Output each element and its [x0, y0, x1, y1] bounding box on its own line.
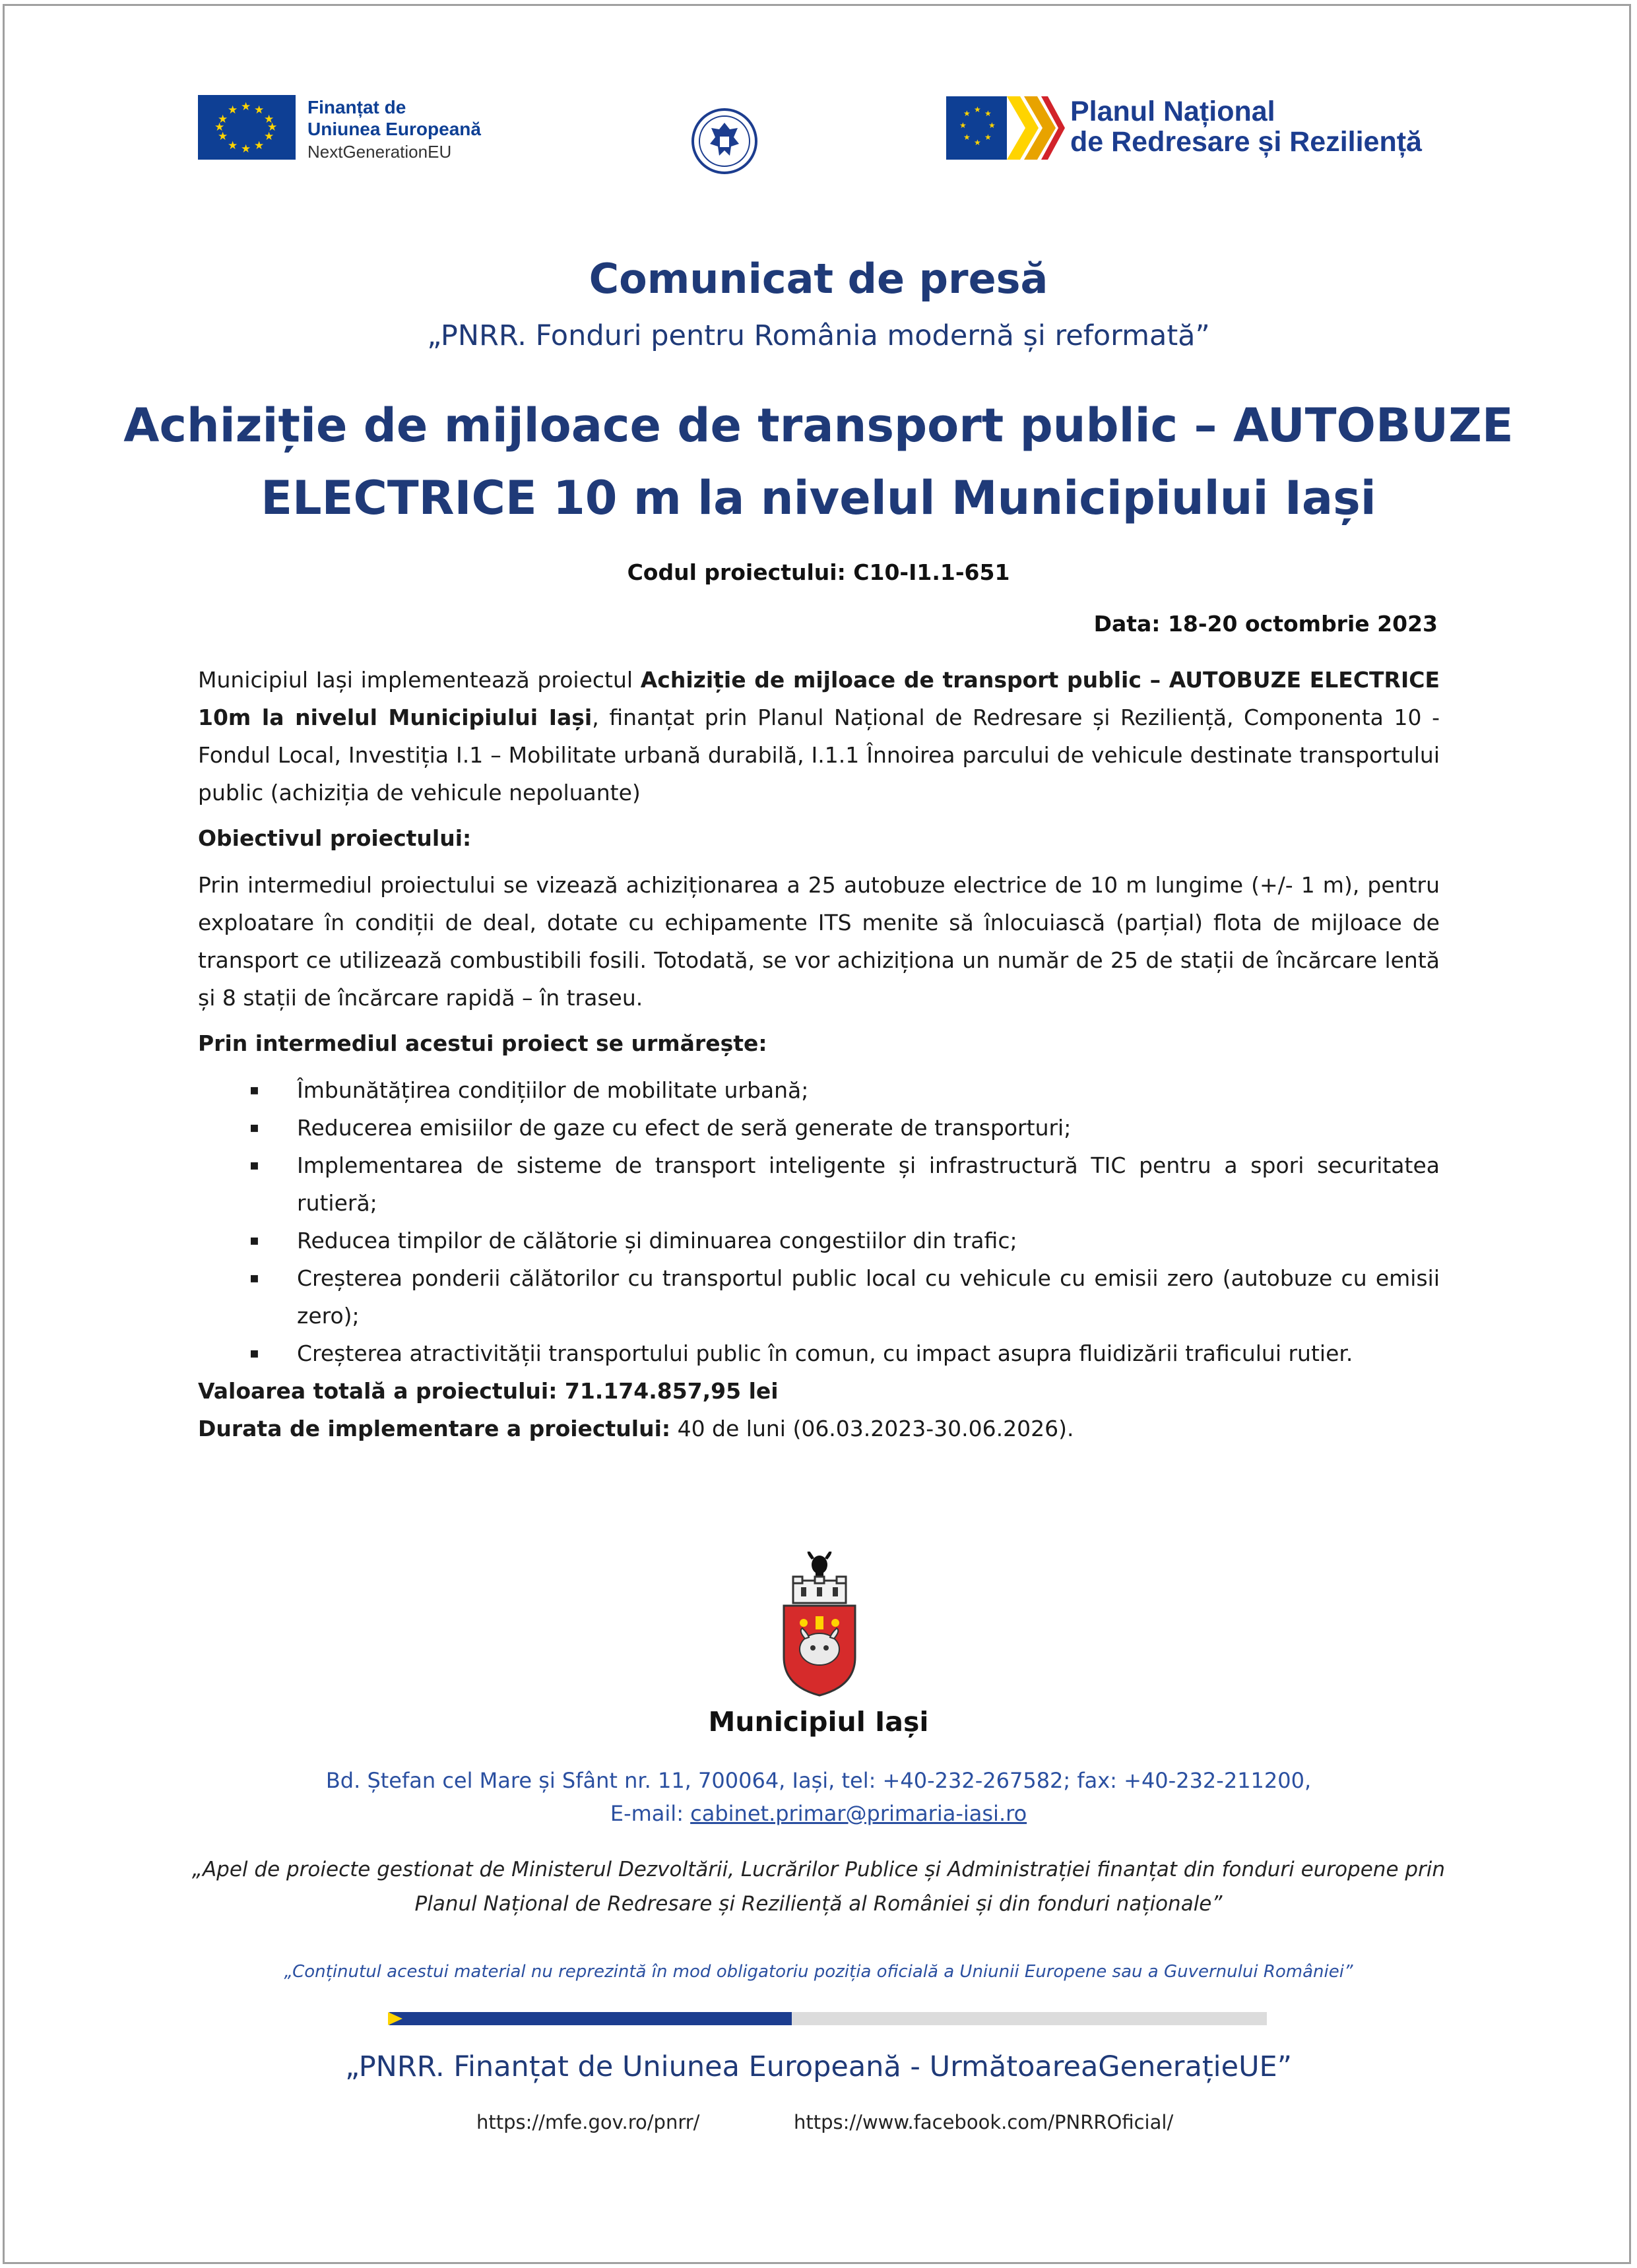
- main-title: [0, 389, 1637, 534]
- project-value: Valoarea totală a proiectului: 71.174.857,95 lei: [198, 1378, 779, 1404]
- duration-text: 40 de luni (06.03.2023-30.06.2026).: [670, 1416, 1074, 1441]
- pnrr-logo-line1: Planul Național: [1070, 96, 1275, 127]
- press-title: Comunicat de presă: [589, 255, 1048, 303]
- list-item: ▪ Îmbunătățirea condițiilor de mobilitate urbană;: [198, 1071, 1440, 1109]
- footer-color-bar: [389, 2012, 1267, 2025]
- email-label: E-mail:: [610, 1801, 691, 1826]
- intro-paragraph: [198, 661, 1440, 811]
- intro-suffix: , finanțat prin Planul Național de Redresare și Reziliență, Componenta 10 - Fondul Local, Investiția I.1 – Mobilitate urbană durabilă, I.1.1 Înnoirea parcului de vehicule destinate transportului public (achiziția de vehicule nepoluante): [198, 705, 1440, 805]
- bullet-icon: ▪: [249, 1345, 259, 1362]
- facebook-link[interactable]: https://www.facebook.com/PNRROficial/: [794, 2111, 1174, 2133]
- project-code: Codul proiectului: C10-I1.1-651: [627, 559, 1010, 585]
- main-title-line2: ELECTRICE 10 m la nivelul Municipiului Iași: [261, 471, 1376, 525]
- press-body: [198, 661, 1440, 1447]
- project-duration: [198, 1410, 1440, 1447]
- funding-statement: [0, 1852, 1637, 1921]
- intro-prefix: Municipiul Iași implementează proiectul: [198, 667, 641, 693]
- pnrr-logo-line2: de Redresare și Reziliență: [1070, 126, 1422, 158]
- pnrr-flag-arrow-icon: [946, 96, 1065, 160]
- disclaimer: „Conținutul acestui material nu reprezintă în mod obligatoriu poziția oficială a Uniunii Europene sau a Guvernului României”: [284, 1962, 1353, 1982]
- funding-statement-line1: „Apel de proiecte gestionat de Ministerul Dezvoltării, Lucrărilor Publice și Administrației finanțat din fonduri europene prin: [191, 1858, 1446, 1881]
- footer-slogan: „PNRR. Finanțat de Uniunea Europeană - UrmătoareaGenerațieUE”: [344, 2050, 1293, 2083]
- eu-logo-line1: Finanțat de: [307, 97, 406, 117]
- main-title-line1: Achiziție de mijloace de transport public – AUTOBUZE: [123, 398, 1514, 453]
- press-date: Data: 18-20 octombrie 2023: [1093, 611, 1438, 637]
- email-link[interactable]: cabinet.primar@primaria-iasi.ro: [690, 1801, 1027, 1826]
- bullet-icon: ▪: [249, 1157, 259, 1174]
- intro-project-name: Achiziție de mijloace de transport public – AUTOBUZE ELECTRICE 10m la nivelul Municipiului Iași: [198, 667, 1440, 730]
- government-seal-icon: [690, 107, 759, 175]
- contact-address: [0, 1764, 1637, 1830]
- address-line: Bd. Ștefan cel Mare și Sfânt nr. 11, 700064, Iași, tel: +40-232-267582; fax: +40-232-211200,: [325, 1768, 1312, 1793]
- email-line: [0, 1797, 1637, 1830]
- list-item: ▪ Implementarea de sisteme de transport inteligente și infrastructură TIC pentru a spori securitatea rutieră;: [198, 1147, 1440, 1222]
- objective-label: Obiectivul proiectului:: [198, 825, 472, 851]
- list-item: ▪ Reducerea emisiilor de gaze cu efect de seră generate de transporturi;: [198, 1109, 1440, 1147]
- iasi-coat-of-arms-icon: [779, 1552, 860, 1697]
- svg-text:★: ★: [988, 121, 996, 130]
- svg-text:★: ★: [963, 133, 971, 142]
- goals-label: Prin intermediul acestui proiect se urmărește:: [198, 1030, 767, 1056]
- objective-paragraph: Prin intermediul proiectului se vizează achiziționarea a 25 autobuze electrice de 10 m lungime (+/- 1 m), pentru exploatare în condiții de deal, dotate cu echipamente ITS menite să înlocuiască (parțial) flota de mijloace de transport ce utilizează combustibili fosili. Totodată, se vor achiziționa un număr de 25 de stații de încărcare lentă și 8 stații de încărcare rapidă – în traseu.: [198, 872, 1440, 1011]
- press-subtitle: „PNRR. Fonduri pentru România modernă și reformată”: [427, 319, 1210, 352]
- funding-statement-line2: Planul Național de Redresare și Reziliență al României și din fonduri naționale”: [414, 1892, 1223, 1916]
- bullet-icon: ▪: [249, 1232, 259, 1249]
- eu-flag-icon: ★ ★ ★ ★ ★ ★ ★ ★ ★ ★ ★ ★: [198, 95, 296, 160]
- bullet-icon: ▪: [249, 1270, 259, 1286]
- svg-text:★: ★: [959, 121, 967, 130]
- mfe-link[interactable]: https://mfe.gov.ro/pnrr/: [476, 2111, 700, 2133]
- goals-list: [198, 1071, 1440, 1372]
- bullet-icon: ▪: [249, 1119, 259, 1136]
- duration-label: Durata de implementare a proiectului:: [198, 1416, 671, 1441]
- list-item: ▪ Creșterea ponderii călătorilor cu transportul public local cu vehicule cu emisii zero (autobuze cu emisii zero);: [198, 1259, 1440, 1335]
- svg-text:★: ★: [984, 109, 992, 118]
- svg-text:★: ★: [984, 133, 992, 142]
- eu-logo-line2: Uniunea Europeană: [307, 119, 481, 139]
- eu-funding-logo: [198, 95, 481, 164]
- eu-logo-line3: NextGenerationEU: [307, 142, 452, 162]
- svg-text:★: ★: [974, 138, 981, 147]
- bullet-icon: ▪: [249, 1082, 259, 1098]
- list-item: ▪ Creșterea atractivității transportului public în comun, cu impact asupra fluidizării traficului rutier.: [198, 1335, 1440, 1372]
- list-item: ▪ Reducea timpilor de călătorie și diminuarea congestiilor din trafic;: [198, 1222, 1440, 1259]
- pnrr-logo: [946, 96, 1422, 160]
- svg-text:★: ★: [963, 109, 971, 118]
- municipality-name: Municipiul Iași: [708, 1706, 929, 1738]
- svg-text:★: ★: [974, 105, 981, 114]
